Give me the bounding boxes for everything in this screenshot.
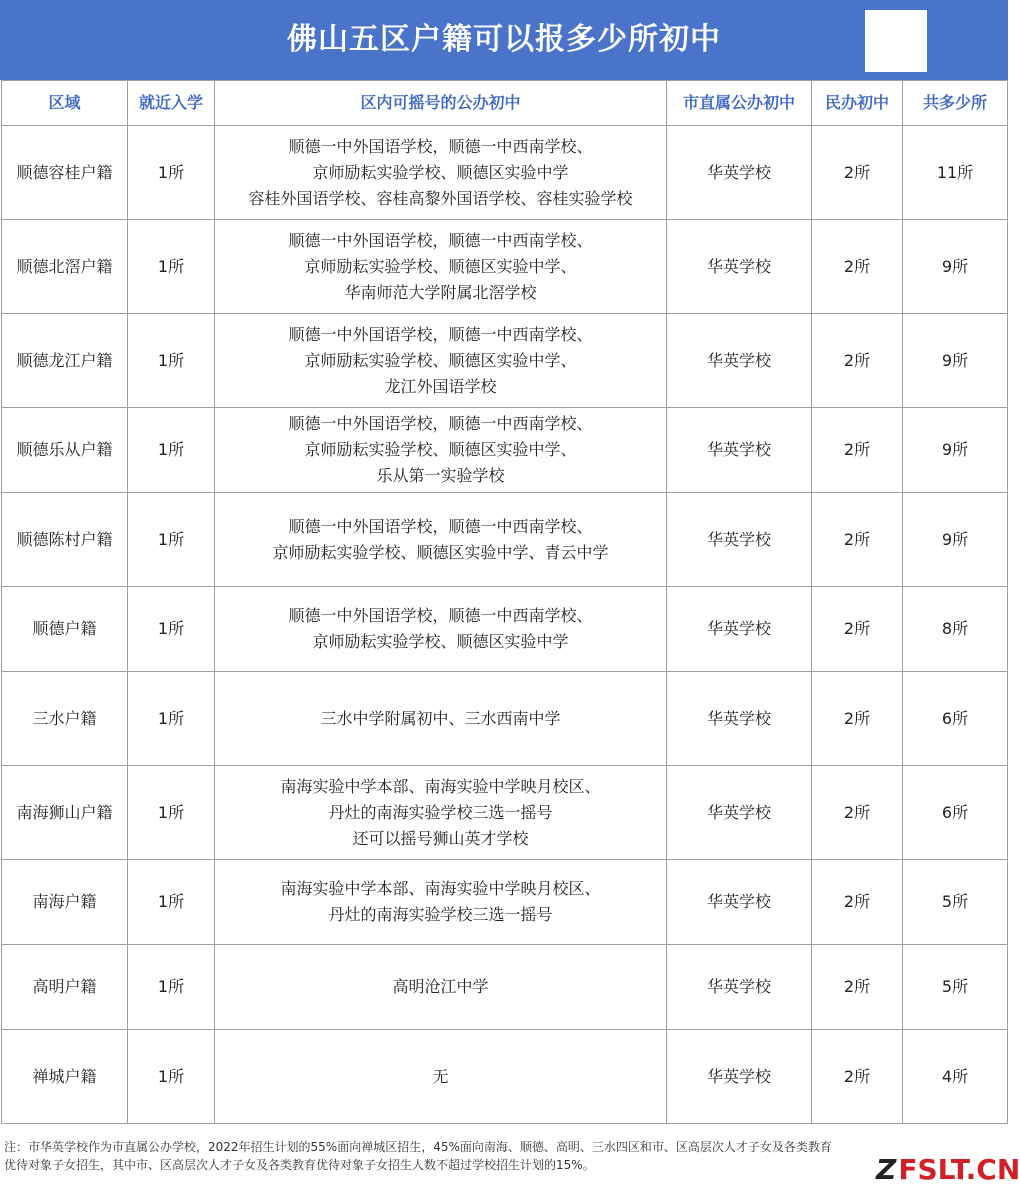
page-title: 佛山五区户籍可以报多少所初中 bbox=[0, 0, 1008, 80]
cell-private: 2所 bbox=[812, 126, 903, 220]
cell-region: 南海狮山户籍 bbox=[2, 766, 128, 860]
cell-private: 2所 bbox=[812, 493, 903, 587]
cell-private: 2所 bbox=[812, 672, 903, 766]
school-line: 顺德一中外国语学校，顺德一中西南学校、 bbox=[288, 516, 593, 536]
cell-nearby: 1所 bbox=[128, 766, 215, 860]
cell-total: 5所 bbox=[903, 945, 1008, 1030]
school-line: 南海实验中学本部、南海实验中学映月校区、 bbox=[280, 879, 601, 898]
cell-total: 6所 bbox=[903, 766, 1008, 860]
cell-city-school: 华英学校 bbox=[667, 314, 812, 408]
cell-private: 2所 bbox=[812, 220, 903, 314]
cell-region: 三水户籍 bbox=[2, 672, 128, 766]
blank-overlay-box bbox=[865, 10, 927, 72]
school-line: 容桂外国语学校、容桂高黎外国语学校、容桂实验学校 bbox=[248, 188, 633, 208]
table-row bbox=[2, 220, 1008, 314]
school-line: 顺德一中外国语学校，顺德一中西南学校、 bbox=[288, 606, 593, 625]
header-private: 民办初中 bbox=[812, 81, 903, 126]
table-row bbox=[2, 672, 1008, 766]
cell-total: 9所 bbox=[903, 220, 1008, 314]
cell-district-schools bbox=[215, 220, 667, 314]
cell-region: 顺德乐从户籍 bbox=[2, 408, 128, 493]
cell-district-schools bbox=[215, 587, 667, 672]
header-nearby: 就近入学 bbox=[128, 81, 215, 126]
cell-region: 顺德陈村户籍 bbox=[2, 493, 128, 587]
cell-city-school: 华英学校 bbox=[667, 493, 812, 587]
school-line: 京师励耘实验学校、顺德区实验中学、 bbox=[304, 440, 577, 459]
cell-city-school: 华英学校 bbox=[667, 587, 812, 672]
cell-city-school: 华英学校 bbox=[667, 126, 812, 220]
school-line: 丹灶的南海实验学校三选一摇号 bbox=[328, 905, 553, 924]
footnote-line: 优待对象子女招生，其中市、区高层次人才子女及各类教育优待对象子女招生人数不超过学校招生计划的15%。 bbox=[4, 1158, 595, 1172]
logo-mark: Z bbox=[876, 1153, 897, 1186]
cell-total: 6所 bbox=[903, 672, 1008, 766]
header-city-school: 市直属公办初中 bbox=[667, 81, 812, 126]
cell-city-school: 华英学校 bbox=[667, 945, 812, 1030]
cell-private: 2所 bbox=[812, 766, 903, 860]
table-row bbox=[2, 493, 1008, 587]
cell-district-schools bbox=[215, 126, 667, 220]
school-line: 龙江外国语学校 bbox=[384, 376, 497, 396]
school-line: 丹灶的南海实验学校三选一摇号 bbox=[328, 802, 553, 822]
school-line: 三水中学附属初中、三水西南中学 bbox=[320, 708, 561, 728]
cell-city-school: 华英学校 bbox=[667, 766, 812, 860]
cell-nearby: 1所 bbox=[128, 314, 215, 408]
cell-district-schools bbox=[215, 672, 667, 766]
cell-total: 4所 bbox=[903, 1030, 1008, 1124]
cell-nearby: 1所 bbox=[128, 493, 215, 587]
cell-private: 2所 bbox=[812, 408, 903, 493]
table-row bbox=[2, 945, 1008, 1030]
cell-total: 11所 bbox=[903, 126, 1008, 220]
site-logo bbox=[876, 1152, 1020, 1188]
school-line: 京师励耘实验学校、顺德区实验中学、青云中学 bbox=[272, 542, 609, 562]
school-line: 京师励耘实验学校、顺德区实验中学、 bbox=[304, 350, 577, 370]
school-line: 顺德一中外国语学校，顺德一中西南学校、 bbox=[288, 230, 593, 250]
cell-city-school: 华英学校 bbox=[667, 1030, 812, 1124]
cell-district-schools bbox=[215, 408, 667, 493]
logo-text: FSLT.CN bbox=[898, 1153, 1020, 1186]
cell-private: 2所 bbox=[812, 587, 903, 672]
header-total: 共多少所 bbox=[903, 81, 1008, 126]
header-district-schools: 区内可摇号的公办初中 bbox=[215, 81, 667, 126]
school-line: 华南师范大学附属北滘学校 bbox=[344, 282, 537, 302]
cell-region: 顺德户籍 bbox=[2, 587, 128, 672]
schools-table bbox=[1, 80, 1008, 1124]
cell-district-schools bbox=[215, 493, 667, 587]
cell-city-school: 华英学校 bbox=[667, 408, 812, 493]
cell-district-schools bbox=[215, 314, 667, 408]
cell-nearby: 1所 bbox=[128, 945, 215, 1030]
cell-total: 8所 bbox=[903, 587, 1008, 672]
header-region: 区域 bbox=[2, 81, 128, 126]
school-line: 顺德一中外国语学校，顺德一中西南学校、 bbox=[288, 324, 593, 344]
school-line: 高明沧江中学 bbox=[392, 977, 489, 996]
school-line: 南海实验中学本部、南海实验中学映月校区、 bbox=[280, 776, 601, 796]
cell-nearby: 1所 bbox=[128, 587, 215, 672]
table-row bbox=[2, 408, 1008, 493]
cell-district-schools bbox=[215, 766, 667, 860]
school-line: 顺德一中外国语学校，顺德一中西南学校、 bbox=[288, 414, 593, 433]
table-row bbox=[2, 587, 1008, 672]
table-row bbox=[2, 860, 1008, 945]
cell-city-school: 华英学校 bbox=[667, 672, 812, 766]
cell-district-schools bbox=[215, 860, 667, 945]
school-line: 京师励耘实验学校、顺德区实验中学 bbox=[312, 162, 569, 182]
cell-nearby: 1所 bbox=[128, 220, 215, 314]
school-line: 京师励耘实验学校、顺德区实验中学、 bbox=[304, 256, 577, 276]
footnote bbox=[4, 1138, 1004, 1174]
cell-region: 高明户籍 bbox=[2, 945, 128, 1030]
table-row bbox=[2, 314, 1008, 408]
cell-nearby: 1所 bbox=[128, 408, 215, 493]
table-row bbox=[2, 1030, 1008, 1124]
cell-region: 顺德龙江户籍 bbox=[2, 314, 128, 408]
cell-nearby: 1所 bbox=[128, 860, 215, 945]
cell-region: 顺德容桂户籍 bbox=[2, 126, 128, 220]
cell-total: 9所 bbox=[903, 408, 1008, 493]
cell-private: 2所 bbox=[812, 314, 903, 408]
school-line: 无 bbox=[432, 1066, 449, 1086]
cell-region: 禅城户籍 bbox=[2, 1030, 128, 1124]
school-line: 还可以摇号狮山英才学校 bbox=[352, 828, 529, 848]
table-header-row bbox=[2, 81, 1008, 126]
cell-nearby: 1所 bbox=[128, 126, 215, 220]
cell-private: 2所 bbox=[812, 945, 903, 1030]
cell-district-schools bbox=[215, 1030, 667, 1124]
table-row bbox=[2, 126, 1008, 220]
cell-total: 9所 bbox=[903, 493, 1008, 587]
cell-region: 顺德北滘户籍 bbox=[2, 220, 128, 314]
cell-district-schools bbox=[215, 945, 667, 1030]
cell-region: 南海户籍 bbox=[2, 860, 128, 945]
cell-city-school: 华英学校 bbox=[667, 860, 812, 945]
cell-total: 5所 bbox=[903, 860, 1008, 945]
school-line: 顺德一中外国语学校，顺德一中西南学校、 bbox=[288, 136, 593, 156]
cell-city-school: 华英学校 bbox=[667, 220, 812, 314]
cell-private: 2所 bbox=[812, 860, 903, 945]
footnote-line: 注：市华英学校作为市直属公办学校，2022年招生计划的55%面向禅城区招生，45%面向南海、顺德、高明、三水四区和市、区高层次人才子女及各类教育 bbox=[4, 1140, 832, 1154]
school-line: 乐从第一实验学校 bbox=[376, 466, 505, 485]
cell-total: 9所 bbox=[903, 314, 1008, 408]
cell-nearby: 1所 bbox=[128, 1030, 215, 1124]
cell-private: 2所 bbox=[812, 1030, 903, 1124]
school-line: 京师励耘实验学校、顺德区实验中学 bbox=[312, 632, 569, 651]
cell-nearby: 1所 bbox=[128, 672, 215, 766]
table-row bbox=[2, 766, 1008, 860]
